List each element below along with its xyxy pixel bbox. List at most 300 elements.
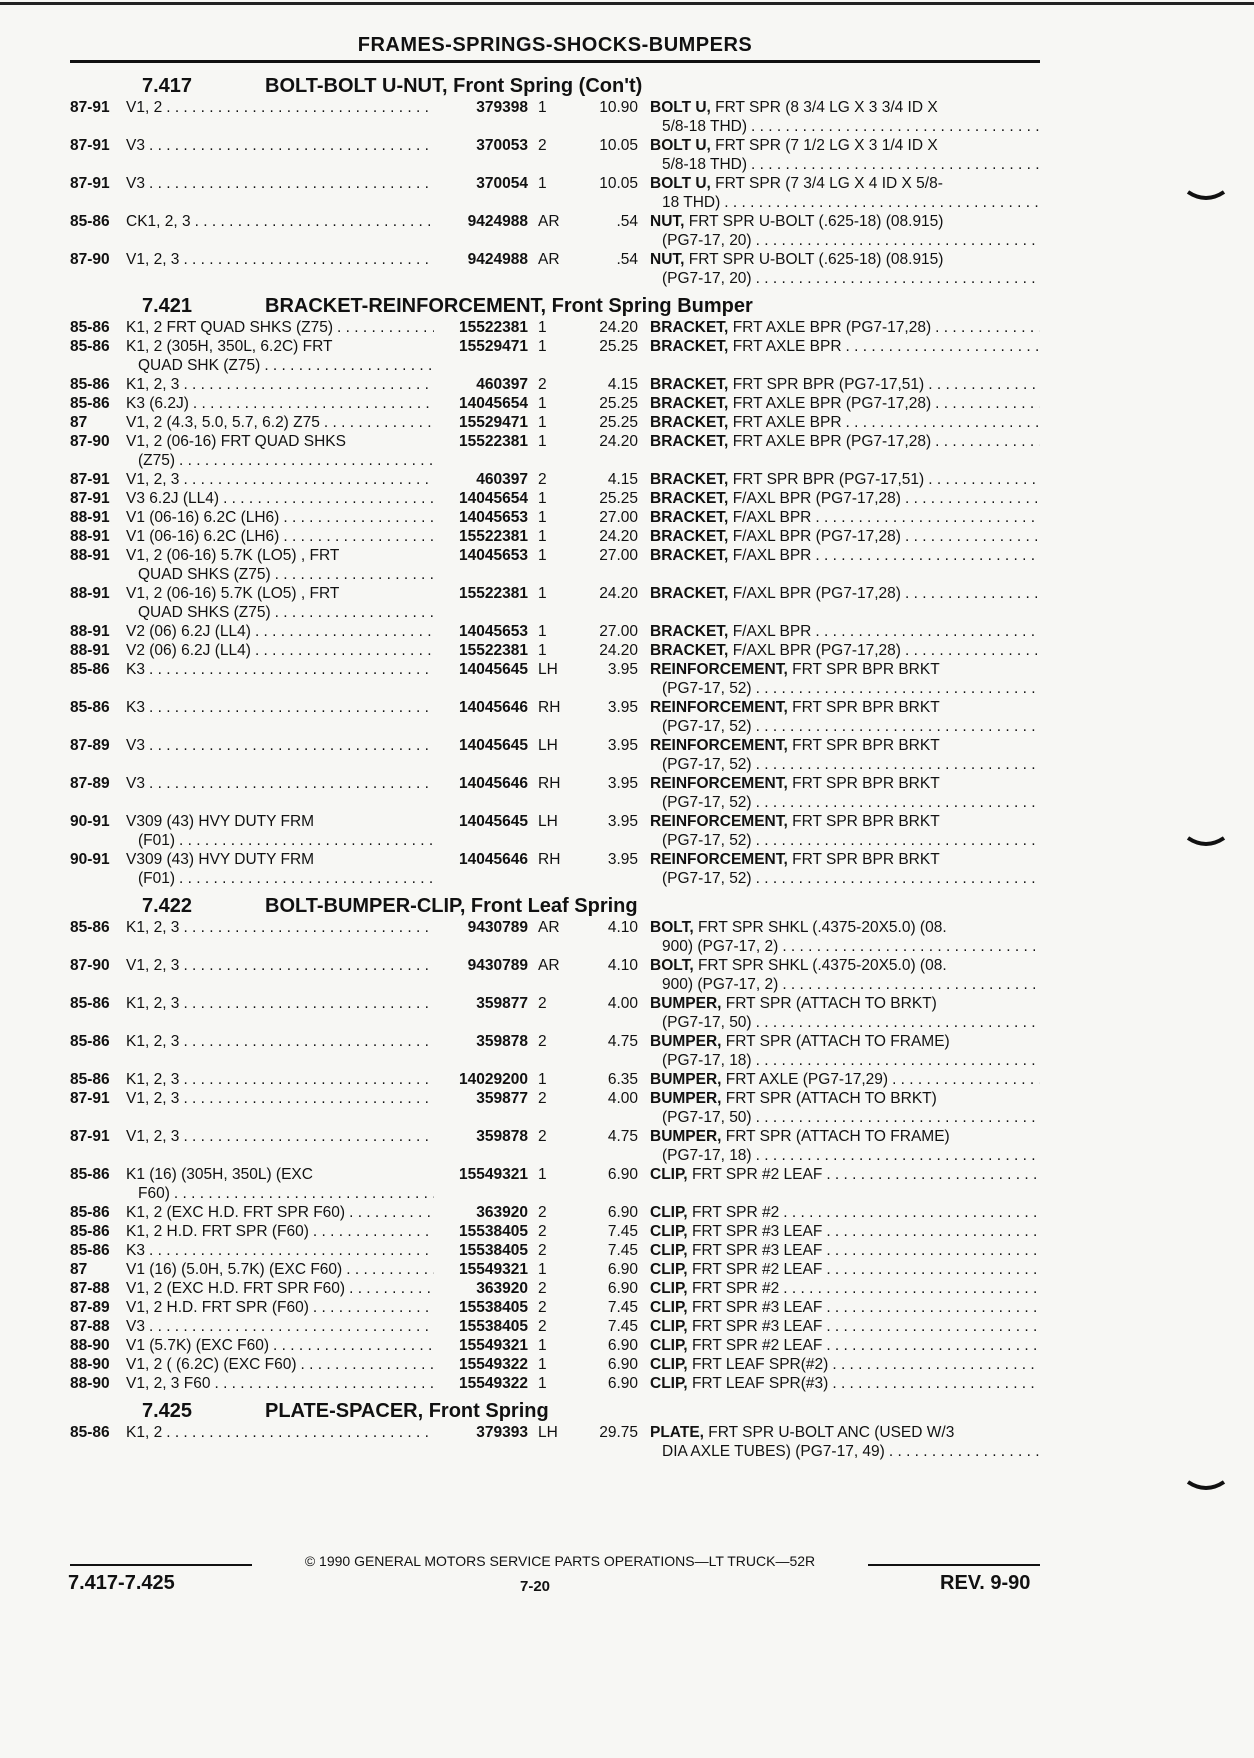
part-row (70, 1127, 1040, 1165)
description-keyword: CLIP, (650, 1166, 688, 1183)
price: 27.00 (599, 547, 638, 564)
part-number: 14045645 (459, 661, 528, 678)
section-heading (70, 894, 1040, 918)
description (650, 1241, 1040, 1260)
part-row (70, 337, 1040, 375)
price: 4.00 (607, 995, 638, 1012)
part-number: 15549321 (459, 1166, 528, 1183)
description (650, 584, 1040, 622)
description (650, 1336, 1040, 1355)
description-line (650, 250, 1040, 269)
part-row (70, 1165, 1040, 1203)
description-line (650, 546, 1040, 565)
description-text: (PG7-17, 50) (662, 1014, 752, 1031)
part-number: 15522381 (459, 433, 528, 450)
quantity: RH (538, 851, 561, 868)
part-number: 14045646 (459, 775, 528, 792)
dot-leader (828, 1374, 1040, 1393)
description-text: (PG7-17, 20) (662, 232, 752, 249)
part-number: 14045646 (459, 851, 528, 868)
footer-copyright: © 1990 GENERAL MOTORS SERVICE PARTS OPERATIONS—LT TRUCK—52R (304, 1553, 816, 1569)
application (126, 546, 434, 584)
price: 29.75 (599, 1424, 638, 1441)
price: 3.95 (607, 775, 638, 792)
model-years: 87-90 (70, 433, 110, 450)
model-years: 85-86 (70, 661, 110, 678)
application-text: V1, 2 (06-16) 5.7K (LO5) , FRT (126, 547, 340, 564)
dot-leader (811, 508, 1040, 527)
dot-leader (179, 375, 434, 394)
description-line (650, 1298, 1040, 1317)
part-number: 14045653 (459, 509, 528, 526)
price: 4.75 (607, 1033, 638, 1050)
description-text: FRT SPR BPR BRKT (792, 851, 940, 868)
part-row (70, 318, 1040, 337)
application (126, 212, 434, 250)
dot-leader (145, 698, 434, 717)
dot-leader (931, 318, 1040, 337)
description (650, 136, 1040, 174)
description-line (650, 918, 1040, 937)
description-text: FRT AXLE (PG7-17,29) (725, 1071, 889, 1088)
application-text: V1 (06-16) 6.2C (LH6) (126, 528, 280, 545)
description-line (650, 375, 1040, 394)
dot-leader (179, 250, 434, 269)
quantity: 2 (538, 1242, 547, 1259)
dot-leader (179, 994, 434, 1013)
dot-leader (179, 1070, 434, 1089)
description-line (650, 193, 1040, 212)
quantity: 2 (538, 1090, 547, 1107)
model-years: 87-89 (70, 1299, 110, 1316)
description-keyword: BOLT, (650, 957, 694, 974)
description-keyword: BRACKET, (650, 471, 729, 488)
description-line (650, 136, 1040, 155)
description-text: (PG7-17, 52) (662, 832, 752, 849)
part-row (70, 584, 1040, 622)
quantity: 1 (538, 395, 547, 412)
description-line (650, 1355, 1040, 1374)
description-keyword: BRACKET, (650, 528, 729, 545)
description-line (650, 318, 1040, 337)
model-years: 85-86 (70, 1166, 110, 1183)
price: 24.20 (599, 585, 638, 602)
dot-leader (219, 489, 434, 508)
price: 24.20 (599, 642, 638, 659)
dot-leader (342, 1260, 434, 1279)
part-number: 15538405 (459, 1242, 528, 1259)
quantity: 2 (538, 1128, 547, 1145)
model-years: 85-86 (70, 1424, 110, 1441)
application-text: V3 (126, 1318, 145, 1335)
description (650, 1355, 1040, 1374)
part-row (70, 1222, 1040, 1241)
part-number: 14045653 (459, 547, 528, 564)
part-row (70, 136, 1040, 174)
quantity: 1 (538, 99, 547, 116)
application (126, 318, 434, 337)
part-row (70, 736, 1040, 774)
description-line (650, 717, 1040, 736)
application-text: V1, 2 H.D. FRT SPR (F60) (126, 1299, 309, 1316)
description-text: F/AXL BPR (PG7-17,28) (732, 585, 901, 602)
application-line (126, 850, 434, 869)
description-line (650, 155, 1040, 174)
description-keyword: REINFORCEMENT, (650, 775, 788, 792)
part-row (70, 546, 1040, 584)
application-text: K1, 2 (EXC H.D. FRT SPR F60) (126, 1204, 346, 1221)
part-row (70, 1298, 1040, 1317)
model-years: 87-91 (70, 99, 110, 116)
description-keyword: CLIP, (650, 1204, 688, 1221)
description-line (650, 432, 1040, 451)
application-line (126, 212, 434, 231)
dot-leader (145, 774, 434, 793)
application-line (126, 565, 434, 584)
model-years: 90-91 (70, 851, 110, 868)
description-text: FRT SPR U-BOLT ANC (USED W/3 (708, 1424, 955, 1441)
application-text: V1, 2 (06-16) FRT QUAD SHKS (126, 433, 346, 450)
application-text: CK1, 2, 3 (126, 213, 191, 230)
description-line (650, 508, 1040, 527)
model-years: 85-86 (70, 1242, 110, 1259)
dot-leader (752, 231, 1040, 250)
dot-leader (828, 1355, 1040, 1374)
description (650, 1032, 1040, 1070)
part-row (70, 774, 1040, 812)
application (126, 641, 434, 660)
description-keyword: REINFORCEMENT, (650, 699, 788, 716)
part-number: 15549322 (459, 1375, 528, 1392)
dot-leader (924, 470, 1040, 489)
description-text: FRT SPR #2 LEAF (691, 1261, 823, 1278)
application-text: F60) (138, 1185, 170, 1202)
description-text: FRT SPR #3 LEAF (691, 1318, 823, 1335)
application-text: V2 (06) 6.2J (LL4) (126, 623, 251, 640)
model-years: 87 (70, 1261, 88, 1278)
description-line (650, 1442, 1040, 1461)
description-text: FRT SPR BPR BRKT (792, 661, 940, 678)
application-text: V1, 2 (EXC H.D. FRT SPR F60) (126, 1280, 346, 1297)
application-line (126, 318, 434, 337)
part-number: 15549321 (459, 1261, 528, 1278)
description-keyword: CLIP, (650, 1299, 688, 1316)
price: 3.95 (607, 699, 638, 716)
description (650, 394, 1040, 413)
dot-leader (345, 1203, 434, 1222)
quantity: AR (538, 957, 560, 974)
description-keyword: BRACKET, (650, 490, 729, 507)
description-line (650, 641, 1040, 660)
description-text: 900) (PG7-17, 2) (662, 976, 779, 993)
part-number: 359878 (476, 1033, 528, 1050)
dot-leader (811, 546, 1040, 565)
part-number: 363920 (476, 1280, 528, 1297)
price: 4.10 (607, 919, 638, 936)
application (126, 994, 434, 1032)
part-number: 14029200 (459, 1071, 528, 1088)
dot-leader (822, 1222, 1040, 1241)
application-text: V1 (5.7K) (EXC F60) (126, 1337, 269, 1354)
price: 10.05 (599, 175, 638, 192)
application-text: V1, 2 (4.3, 5.0, 5.7, 6.2) Z75 (126, 414, 320, 431)
dot-leader (720, 193, 1040, 212)
quantity: 2 (538, 376, 547, 393)
application-line (126, 956, 434, 975)
part-number: 14045645 (459, 813, 528, 830)
description-text: FRT SPR BPR BRKT (792, 699, 940, 716)
quantity: RH (538, 699, 561, 716)
part-row (70, 1203, 1040, 1222)
price: 25.25 (599, 490, 638, 507)
description-line (650, 1222, 1040, 1241)
price: 7.45 (607, 1223, 638, 1240)
price: 3.95 (607, 661, 638, 678)
application (126, 622, 434, 641)
description-line (650, 736, 1040, 755)
quantity: 1 (538, 623, 547, 640)
application (126, 1336, 434, 1355)
description-text: FRT AXLE BPR (732, 414, 842, 431)
price: 6.90 (607, 1204, 638, 1221)
quantity: 1 (538, 528, 547, 545)
description (650, 1423, 1040, 1461)
dot-leader (822, 1260, 1040, 1279)
quantity: 1 (538, 509, 547, 526)
part-row (70, 1279, 1040, 1298)
application-text: V1 (06-16) 6.2C (LH6) (126, 509, 280, 526)
description-text: FRT SPR #2 LEAF (691, 1166, 823, 1183)
application-line (126, 1241, 434, 1260)
price: 24.20 (599, 319, 638, 336)
model-years: 85-86 (70, 338, 110, 355)
description-keyword: BRACKET, (650, 547, 729, 564)
dot-leader (752, 1051, 1040, 1070)
description-keyword: BOLT U, (650, 137, 711, 154)
dot-leader (752, 1108, 1040, 1127)
part-number: 379393 (476, 1424, 528, 1441)
model-years: 87-89 (70, 737, 110, 754)
dot-leader (179, 956, 434, 975)
dot-leader (901, 527, 1040, 546)
model-years: 87-88 (70, 1280, 110, 1297)
model-years: 87-90 (70, 251, 110, 268)
dot-leader (811, 622, 1040, 641)
dot-leader (842, 413, 1040, 432)
dot-leader (191, 212, 434, 231)
application-line (126, 337, 434, 356)
application-line (126, 250, 434, 269)
application-text: K1, 2, 3 (126, 919, 180, 936)
description (650, 489, 1040, 508)
description (650, 1317, 1040, 1336)
application (126, 527, 434, 546)
model-years: 85-86 (70, 1204, 110, 1221)
description-keyword: BRACKET, (650, 414, 729, 431)
application-text: V309 (43) HVY DUTY FRM (126, 851, 315, 868)
application-text: V1, 2, 3 (126, 957, 180, 974)
application (126, 956, 434, 994)
description-line (650, 1089, 1040, 1108)
application-line (126, 1298, 434, 1317)
description-line (650, 1108, 1040, 1127)
description-text: (PG7-17, 52) (662, 870, 752, 887)
price: 6.90 (607, 1261, 638, 1278)
section-heading (70, 294, 1040, 318)
quantity: LH (538, 1424, 558, 1441)
application (126, 1298, 434, 1317)
part-number: 15529471 (459, 338, 528, 355)
description (650, 337, 1040, 375)
dot-leader (752, 793, 1040, 812)
application (126, 1260, 434, 1279)
model-years: 87-91 (70, 1128, 110, 1145)
part-row (70, 1423, 1040, 1461)
part-row (70, 1260, 1040, 1279)
part-number: 14045646 (459, 699, 528, 716)
part-number: 15549321 (459, 1337, 528, 1354)
part-number: 363920 (476, 1204, 528, 1221)
description-keyword: BOLT U, (650, 99, 711, 116)
application-line (126, 1423, 434, 1442)
part-row (70, 1355, 1040, 1374)
description-line (650, 1051, 1040, 1070)
description-line (650, 1165, 1040, 1184)
description (650, 527, 1040, 546)
dot-leader (179, 1127, 434, 1146)
price: 7.45 (607, 1318, 638, 1335)
part-row (70, 432, 1040, 470)
description-line (650, 1317, 1040, 1336)
quantity: 2 (538, 1280, 547, 1297)
application (126, 812, 434, 850)
application-text: K3 (126, 699, 145, 716)
description-keyword: BUMPER, (650, 1071, 722, 1088)
part-row (70, 1374, 1040, 1393)
part-number: 460397 (476, 376, 528, 393)
application-text: QUAD SHK (Z75) (138, 357, 261, 374)
dot-leader (747, 117, 1040, 136)
description-text: FRT SPR U-BOLT (.625-18) (08.915) (688, 251, 944, 268)
binder-tab-mark (1186, 836, 1226, 848)
description-keyword: NUT, (650, 251, 685, 268)
application-line (126, 812, 434, 831)
application-line (126, 603, 434, 622)
price: 4.75 (607, 1128, 638, 1145)
dot-leader (320, 413, 434, 432)
description-line (650, 793, 1040, 812)
part-row (70, 850, 1040, 888)
part-row (70, 1089, 1040, 1127)
description-text: FRT SPR BPR BRKT (792, 775, 940, 792)
application-text: V1 (16) (5.0H, 5.7K) (EXC F60) (126, 1261, 343, 1278)
application-line (126, 1317, 434, 1336)
description-keyword: BRACKET, (650, 338, 729, 355)
application-text: V1, 2, 3 F60 (126, 1375, 211, 1392)
dot-leader (309, 1298, 434, 1317)
model-years: 88-91 (70, 547, 110, 564)
quantity: 1 (538, 585, 547, 602)
application-line (126, 1374, 434, 1393)
description-line (650, 850, 1040, 869)
application-line (126, 622, 434, 641)
description (650, 1089, 1040, 1127)
top-rule (0, 2, 1254, 5)
description-keyword: BRACKET, (650, 509, 729, 526)
description-line (650, 1336, 1040, 1355)
description-keyword: BOLT U, (650, 175, 711, 192)
quantity: RH (538, 775, 561, 792)
part-number: 15549322 (459, 1356, 528, 1373)
application-text: V1, 2 (126, 99, 163, 116)
footer-rule-right (868, 1564, 1040, 1566)
description (650, 641, 1040, 660)
description-line (650, 470, 1040, 489)
description (650, 812, 1040, 850)
section-title: BOLT-BOLT U-NUT, Front Spring (Con't) (265, 75, 643, 97)
quantity: 1 (538, 319, 547, 336)
part-row (70, 660, 1040, 698)
description-keyword: BRACKET, (650, 376, 729, 393)
dot-leader (842, 337, 1040, 356)
application-line (126, 994, 434, 1013)
application (126, 918, 434, 956)
description-text: 900) (PG7-17, 2) (662, 938, 779, 955)
price: 7.45 (607, 1242, 638, 1259)
dot-leader (779, 1279, 1040, 1298)
application-line (126, 1032, 434, 1051)
model-years: 90-91 (70, 813, 110, 830)
dot-leader (885, 1442, 1040, 1461)
description-line (650, 975, 1040, 994)
description (650, 622, 1040, 641)
dot-leader (779, 1203, 1040, 1222)
description-line (650, 1032, 1040, 1051)
application (126, 1089, 434, 1127)
part-number: 359877 (476, 1090, 528, 1107)
description-keyword: BRACKET, (650, 623, 729, 640)
description-line (650, 1241, 1040, 1260)
dot-leader (901, 641, 1040, 660)
description-keyword: REINFORCEMENT, (650, 661, 788, 678)
price: 24.20 (599, 528, 638, 545)
dot-leader (175, 451, 434, 470)
description-text: FRT SPR #2 (691, 1204, 780, 1221)
description (650, 212, 1040, 250)
application-line (126, 413, 434, 432)
description (650, 1127, 1040, 1165)
description (650, 318, 1040, 337)
dot-leader (924, 375, 1040, 394)
description (650, 375, 1040, 394)
quantity: 1 (538, 338, 547, 355)
dot-leader (271, 603, 434, 622)
price: 7.45 (607, 1299, 638, 1316)
description-keyword: CLIP, (650, 1337, 688, 1354)
description-keyword: CLIP, (650, 1356, 688, 1373)
application-line (126, 698, 434, 717)
model-years: 85-86 (70, 376, 110, 393)
description-line (650, 1127, 1040, 1146)
description-text: FRT AXLE BPR (PG7-17,28) (732, 433, 932, 450)
application-text: V1, 2, 3 (126, 1090, 180, 1107)
dot-leader (333, 318, 434, 337)
description-line (650, 994, 1040, 1013)
dot-leader (752, 755, 1040, 774)
description-text: FRT SPR (ATTACH TO BRKT) (725, 995, 937, 1012)
price: 3.95 (607, 737, 638, 754)
description-line (650, 698, 1040, 717)
